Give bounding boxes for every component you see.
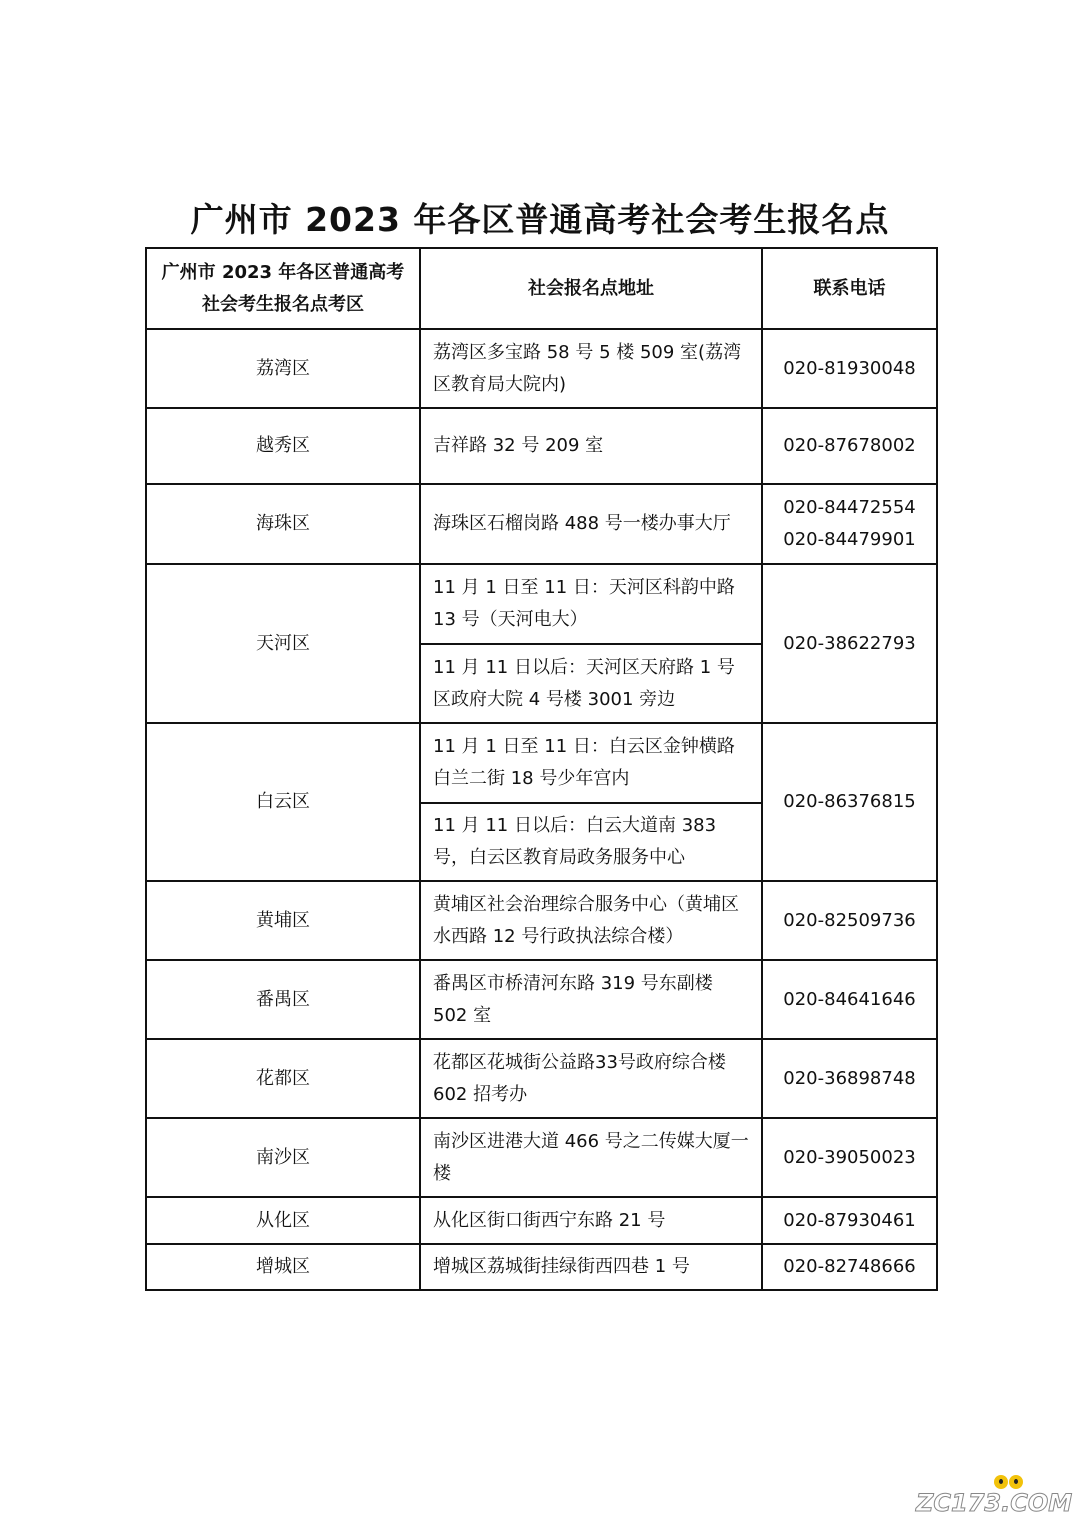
- table-row: [146, 881, 937, 960]
- address-cell: 荔湾区多宝路 58 号 5 楼 509 室(荔湾区教育局大院内): [420, 329, 762, 408]
- district-cell: 南沙区: [146, 1118, 420, 1197]
- table-row: [146, 564, 937, 644]
- address-cell: 南沙区进港大道 466 号之二传媒大厦一楼: [420, 1118, 762, 1197]
- site-watermark: [916, 1475, 1073, 1519]
- phone-line: 020-84472554: [783, 497, 916, 518]
- mascot-eye-icon: [994, 1475, 1008, 1489]
- district-cell: 黄埔区: [146, 881, 420, 960]
- registration-sites-table: [145, 247, 938, 1291]
- watermark-text: ZC173.COM: [916, 1489, 1073, 1517]
- phone-cell: 020-39050023: [762, 1118, 937, 1197]
- address-cell: 11 月 1 日至 11 日：天河区科韵中路 13 号（天河电大）: [420, 564, 762, 644]
- table-row: [146, 1039, 937, 1118]
- table-row: [146, 329, 937, 408]
- phone-cell: 020-38622793: [762, 564, 937, 723]
- phone-cell: 020-87678002: [762, 408, 937, 484]
- table-row: [146, 1197, 937, 1244]
- phone-cell: [762, 484, 937, 564]
- phone-line: 020-84479901: [783, 529, 916, 550]
- header-address: 社会报名点地址: [420, 248, 762, 329]
- page-title: 广州市 2023 年各区普通高考社会考生报名点: [190, 200, 890, 239]
- address-cell: 增城区荔城街挂绿街西四巷 1 号: [420, 1244, 762, 1290]
- header-phone: 联系电话: [762, 248, 937, 329]
- address-cell: 花都区花城街公益路33号政府综合楼 602 招考办: [420, 1039, 762, 1118]
- district-cell: 越秀区: [146, 408, 420, 484]
- district-cell: 花都区: [146, 1039, 420, 1118]
- phone-cell: 020-84641646: [762, 960, 937, 1039]
- phone-cell: 020-36898748: [762, 1039, 937, 1118]
- table-row: [146, 408, 937, 484]
- address-cell: 番禺区市桥清河东路 319 号东副楼 502 室: [420, 960, 762, 1039]
- district-cell: 天河区: [146, 564, 420, 723]
- address-cell: 黄埔区社会治理综合服务中心（黄埔区水西路 12 号行政执法综合楼）: [420, 881, 762, 960]
- mascot-eye-icon: [1009, 1475, 1023, 1489]
- table-row: [146, 1244, 937, 1290]
- district-cell: 荔湾区: [146, 329, 420, 408]
- table-row: [146, 1118, 937, 1197]
- district-cell: 番禺区: [146, 960, 420, 1039]
- phone-cell: 020-86376815: [762, 723, 937, 881]
- table-row: [146, 484, 937, 564]
- district-cell: 增城区: [146, 1244, 420, 1290]
- phone-cell: 020-81930048: [762, 329, 937, 408]
- table-header-row: [146, 248, 937, 329]
- phone-cell: 020-82509736: [762, 881, 937, 960]
- phone-cell: 020-87930461: [762, 1197, 937, 1244]
- address-cell: 11 月 1 日至 11 日：白云区金钟横路白兰二街 18 号少年宫内: [420, 723, 762, 803]
- district-cell: 白云区: [146, 723, 420, 881]
- header-district: 广州市 2023 年各区普通高考社会考生报名点考区: [146, 248, 420, 329]
- phone-cell: 020-82748666: [762, 1244, 937, 1290]
- address-cell: 11 月 11 日以后：天河区天府路 1 号区政府大院 4 号楼 3001 旁边: [420, 644, 762, 723]
- table-row: [146, 960, 937, 1039]
- address-cell: 海珠区石榴岗路 488 号一楼办事大厅: [420, 484, 762, 564]
- table-row: [146, 723, 937, 803]
- address-cell: 吉祥路 32 号 209 室: [420, 408, 762, 484]
- district-cell: 从化区: [146, 1197, 420, 1244]
- district-cell: 海珠区: [146, 484, 420, 564]
- address-cell: 从化区街口街西宁东路 21 号: [420, 1197, 762, 1244]
- address-cell: 11 月 11 日以后：白云大道南 383 号，白云区教育局政务服务中心: [420, 803, 762, 881]
